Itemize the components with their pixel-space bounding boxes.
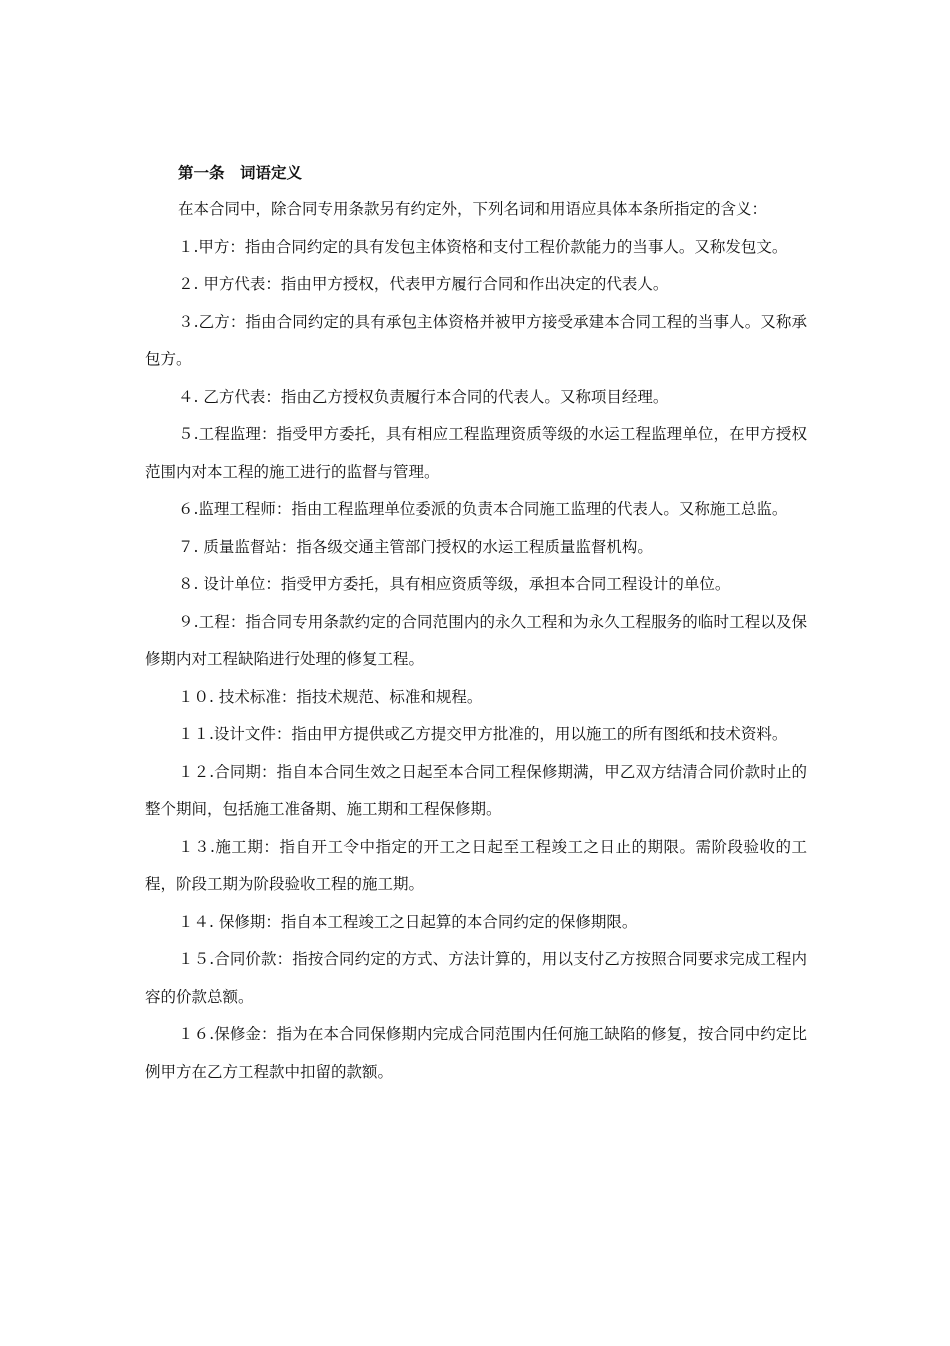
definition-item-2: ２. 甲方代表：指由甲方授权，代表甲方履行合同和作出决定的代表人。 <box>178 275 669 293</box>
definition-item-14: １４. 保修期：指自本工程竣工之日起算的本合同约定的保修期限。 <box>178 912 638 931</box>
definition-item-11: １１.设计文件：指由甲方提供或乙方提交甲方批准的，用以施工的所有图纸和技术资料。 <box>178 725 788 743</box>
definition-item-5: ５.工程监理：指受甲方委托，具有相应工程监理资质等级的水运工程监理单位，在甲方授权范围内对本工程的施工进行的监督与管理。 <box>145 425 807 481</box>
definition-item-12: １２.合同期：指自本合同生效之日起至本合同工程保修期满，甲乙双方结清合同价款时止的整个期间，包括施工准备期、施工期和工程保修期。 <box>145 762 807 818</box>
definition-item-13: １３.施工期：指自开工令中指定的开工之日起至工程竣工之日止的期限。需阶段验收的工程，阶段工期为阶段验收工程的施工期。 <box>145 837 807 893</box>
document-page <box>145 154 807 1091</box>
definition-item-15: １５.合同价款：指按合同约定的方式、方法计算的，用以支付乙方按照合同要求完成工程内容的价款总额。 <box>145 950 807 1006</box>
definition-item-1: １.甲方：指由合同约定的具有发包主体资格和支付工程价款能力的当事人。又称发包文。 <box>178 237 788 256</box>
definition-item-16: １６.保修金：指为在本合同保修期内完成合同范围内任何施工缺陷的修复，按合同中约定比例甲方在乙方工程款中扣留的款额。 <box>145 1025 807 1081</box>
article-heading: 第一条 词语定义 <box>178 163 303 182</box>
definition-item-3: ３.乙方：指由合同约定的具有承包主体资格并被甲方接受承建本合同工程的当事人。又称承包方。 <box>145 312 807 368</box>
definition-item-4: ４. 乙方代表：指由乙方授权负责履行本合同的代表人。又称项目经理。 <box>178 387 669 406</box>
definition-item-9: ９.工程：指合同专用条款约定的合同范围内的永久工程和为永久工程服务的临时工程以及保修期内对工程缺陷进行处理的修复工程。 <box>145 612 807 668</box>
definition-item-8: ８. 设计单位：指受甲方委托，具有相应资质等级，承担本合同工程设计的单位。 <box>178 575 731 593</box>
definition-item-10: １０. 技术标准：指技术规范、标准和规程。 <box>178 687 483 706</box>
definition-item-6: ６.监理工程师：指由工程监理单位委派的负责本合同施工监理的代表人。又称施工总监。 <box>178 500 788 518</box>
definition-item-7: ７. 质量监督站：指各级交通主管部门授权的水运工程质量监督机构。 <box>178 537 653 556</box>
intro-paragraph: 在本合同中，除合同专用条款另有约定外，下列名词和用语应具体本条所指定的含义： <box>178 200 768 218</box>
